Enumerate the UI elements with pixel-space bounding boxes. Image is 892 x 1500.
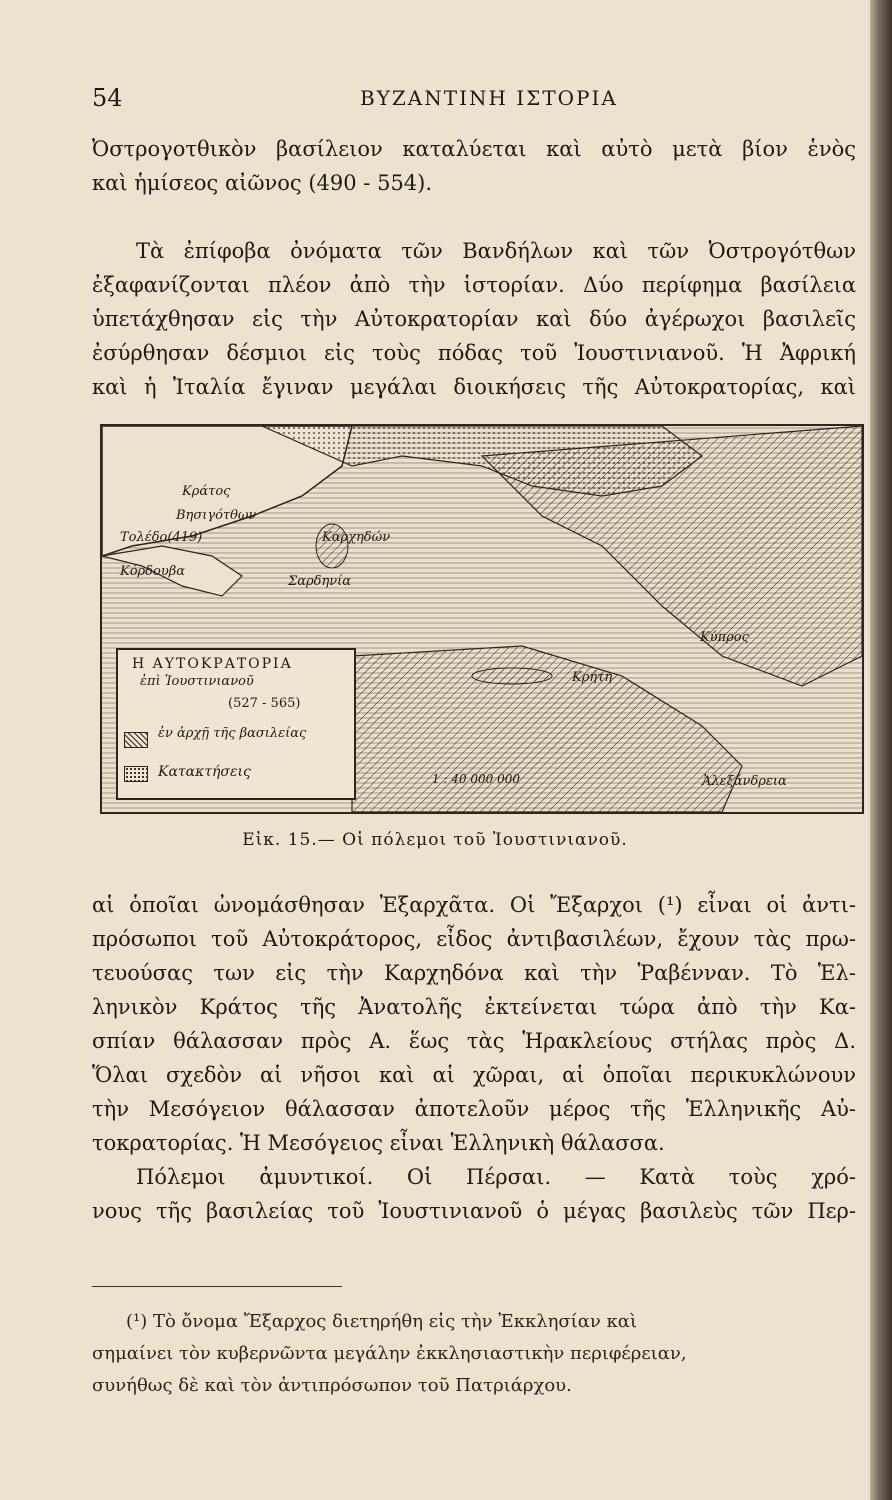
map-label: Τολέδο(419) <box>120 530 203 545</box>
map-label: Κράτος <box>182 484 231 499</box>
text-line: τὴν Μεσόγειον θάλασσαν ἀποτελοῦν μέρος τῆς Ἑλληνικῆς Αὐ- <box>92 1097 856 1121</box>
map-label: Βησιγότθων <box>176 508 257 523</box>
legend-title: Η ΑΥΤΟΚΡΑΤΟΡΙΑ <box>132 656 293 672</box>
page-edge <box>870 0 892 1500</box>
map-figure <box>100 424 864 814</box>
text-line: αἱ ὁποῖαι ὠνομάσθησαν Ἐξαρχᾶτα. Οἱ Ἔξαρχοι (¹) εἶναι οἱ ἀντι- <box>92 893 856 917</box>
text-line: ληνικὸν Κράτος τῆς Ἀνατολῆς ἐκτείνεται τώρα ἀπὸ τὴν Κα- <box>92 995 856 1019</box>
text-line: πρόσωποι τοῦ Αὐτοκράτορος, εἶδος ἀντιβασιλέων, ἔχουν τὰς πρω- <box>92 927 856 951</box>
map-label: Κρήτη <box>572 670 613 685</box>
paragraph-1 <box>92 132 856 200</box>
map-legend <box>116 648 356 800</box>
footnote-line: συνήθως δὲ καὶ τὸν ἀντιπρόσωπον τοῦ Πατριάρχου. <box>92 1375 572 1396</box>
text-line: ἐσύρθησαν δέσμιοι εἰς τοὺς πόδας τοῦ Ἰουστινιανοῦ. Ἡ Ἀφρική <box>92 341 856 365</box>
text-line: Ὀστρογοτθικὸν βασίλειον καταλύεται καὶ αὐτὸ μετὰ βίον ἑνὸς <box>92 137 856 161</box>
text-line: καὶ ἡμίσεος αἰῶνος (490 - 554). <box>92 171 433 195</box>
legend-item-original: ἐν ἀρχῇ τῆς βασιλείας <box>158 726 307 741</box>
text-line: τευούσας των εἰς τὴν Καρχηδόνα καὶ τὴν Ῥαβένναν. Τὸ Ἑλ- <box>92 961 856 985</box>
map-label: Ἀλεξάνδρεια <box>702 774 787 789</box>
map-label: Κόρδουβα <box>120 564 186 579</box>
text-line: Τὰ ἐπίφοβα ὀνόματα τῶν Βανδήλων καὶ τῶν Ὀστρογότθων <box>136 239 856 263</box>
text-line: νους τῆς βασιλείας τοῦ Ἰουστινιανοῦ ὁ μέγας βασιλεὺς τῶν Περ- <box>92 1199 856 1223</box>
footnote-line: (¹) Τὸ ὄνομα Ἔξαρχος διετηρήθη εἰς τὴν Ἐκκλησίαν καὶ <box>126 1311 638 1332</box>
text-line: σπίαν θάλασσαν πρὸς Α. ἕως τὰς Ἡρακλείους στήλας πρὸς Δ. <box>92 1029 856 1053</box>
legend-subtitle: ἐπὶ Ἰουστινιανοῦ <box>140 674 254 689</box>
map-label: Καρχηδών <box>322 530 391 545</box>
page-number: 54 <box>92 84 123 112</box>
page-header <box>92 84 858 116</box>
paragraph-2 <box>92 234 856 404</box>
section-heading-line: Πόλεμοι ἀμυντικοί. Οἱ Πέρσαι. — Κατὰ τοὺς χρό- <box>136 1165 856 1189</box>
map-scale: 1 : 40 000 000 <box>432 772 521 786</box>
dotted-swatch-icon <box>124 766 148 782</box>
footnote-rule <box>92 1286 342 1287</box>
text-line: τοκρατορίας. Ἡ Μεσόγειος εἶναι Ἑλληνικὴ θάλασσα. <box>92 1131 665 1155</box>
paragraph-3 <box>92 888 856 1228</box>
footnote <box>92 1306 854 1402</box>
legend-item-conquests: Κατακτήσεις <box>158 764 251 780</box>
map-label: Κύπρος <box>700 630 749 645</box>
figure-caption: Εἰκ. 15.— Οἱ πόλεμοι τοῦ Ἰουστινιανοῦ. <box>242 830 628 850</box>
running-title: ΒΥΖΑΝΤΙΝΗ ΙΣΤΟΡΙΑ <box>360 86 618 110</box>
text-line: καὶ ἡ Ἰταλία ἔγιναν μεγάλαι διοικήσεις τῆς Αὐτοκρατορίας, καὶ <box>92 375 856 399</box>
text-line: ἐξαφανίζονται πλέον ἀπὸ τὴν ἱστορίαν. Δύο περίφημα βασίλεια <box>92 273 856 297</box>
text-line: ὑπετάχθησαν εἰς τὴν Αὐτοκρατορίαν καὶ δύο ἀγέρωχοι βασιλεῖς <box>92 307 856 331</box>
hatched-swatch-icon <box>124 732 148 748</box>
text-line: Ὅλαι σχεδὸν αἱ νῆσοι καὶ αἱ χῶραι, αἱ ὁποῖαι περικυκλώνουν <box>92 1063 856 1087</box>
footnote-line: σημαίνει τὸν κυβερνῶντα μεγάλην ἐκκλησιαστικὴν περιφέρειαν, <box>92 1343 687 1364</box>
map-label: Σαρδηνία <box>288 574 352 589</box>
legend-dates: (527 - 565) <box>228 696 301 711</box>
